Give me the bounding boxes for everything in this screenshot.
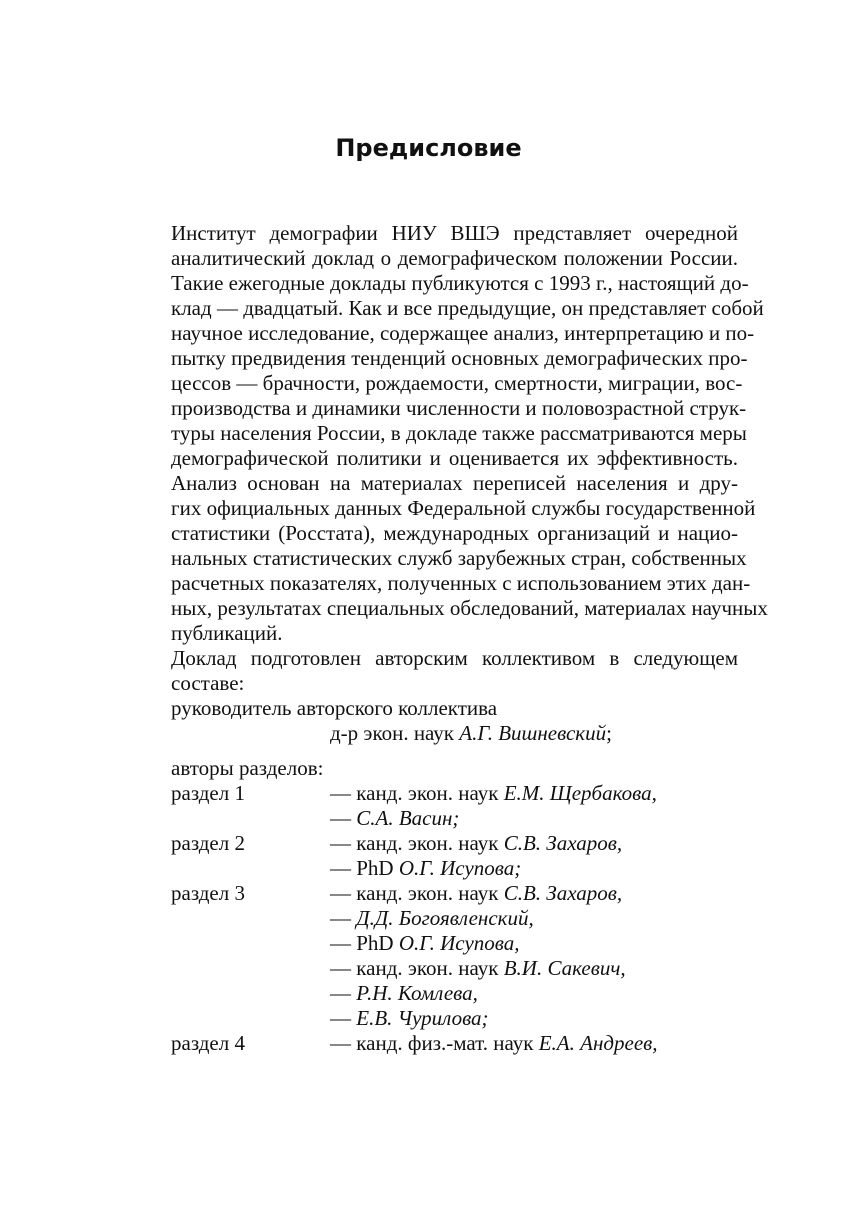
author-entry [330,981,478,1006]
author-degree: — канд. экон. наук [330,831,504,855]
author-entry [330,906,534,931]
leader-label-row [117,696,738,721]
author-entry [330,806,459,831]
author-row [117,906,738,931]
author-degree: — PhD [330,856,399,880]
leader-name: А.Г. Вишневский [459,721,607,745]
author-name: Д.Д. Богоявленский, [356,906,534,930]
paragraph-team [117,646,738,696]
text-line: Такие ежегодные доклады публикуются с 1993 г., настоящий до- [171,271,749,295]
text-line: Доклад подготовлен авторским коллективом в следующем [171,646,738,670]
author-degree: — [330,806,357,830]
author-row [117,1031,738,1056]
author-entry [330,856,521,881]
author-name: С.А. Васин; [356,806,460,830]
section-label: раздел 4 [171,1031,245,1055]
author-row [117,806,738,831]
author-degree: — [330,906,357,930]
author-degree: — канд. экон. наук [330,956,504,980]
leader-entry [330,721,612,746]
text-line: производства и динамики численности и половозрастной струк- [171,396,747,420]
author-entry [330,781,657,806]
author-row [117,831,738,856]
text-line: гих официальных данных Федеральной службы государственной [171,496,756,520]
authors-label: авторы разделов: [171,756,324,780]
author-name: С.В. Захаров, [503,881,623,905]
section-label: раздел 2 [171,831,245,855]
author-entry [330,881,622,906]
text-line: расчетных показателях, полученных с использованием этих дан- [171,571,751,595]
leader-name-row [117,721,738,746]
author-row [117,931,738,956]
text-line: статистики (Росстата), международных организаций и нацио- [171,521,738,545]
text-line: научное исследование, содержащее анализ, интерпретацию и по- [171,321,755,345]
text-line: цессов — брачности, рождаемости, смертности, миграции, вос- [171,371,743,395]
author-name: О.Г. Исупова; [398,856,522,880]
text-line: аналитический доклад о демографическом положении России. [171,246,738,270]
author-name: О.Г. Исупова, [398,931,520,955]
text-line: клад — двадцатый. Как и все предыдущие, он представляет собой [171,296,764,320]
author-row [117,1006,738,1031]
author-degree: — канд. экон. наук [330,781,504,805]
author-entry [330,831,622,856]
author-entry [330,1031,658,1056]
author-name: С.В. Захаров, [503,831,623,855]
document-body [117,221,768,1056]
author-degree: — канд. физ.-мат. наук [330,1031,539,1055]
text-line: Институт демографии НИУ ВШЭ представляет очередной [171,221,738,245]
author-entry [330,1006,489,1031]
text-line: Анализ основан на материалах переписей населения и дру- [171,471,738,495]
text-line: составе: [171,671,245,695]
author-degree: — [330,981,357,1005]
paragraph-sources [117,471,768,646]
authors-label-row [117,756,738,781]
author-row [117,956,738,981]
author-degree: — PhD [330,931,399,955]
page-title: Предисловие [335,134,522,162]
author-row [117,981,738,1006]
author-name: В.И. Сакевич, [503,956,626,980]
author-entry [330,956,626,981]
text-line: публикаций. [171,621,283,645]
leader-degree: д-р экон. наук [330,721,460,745]
section-label: раздел 1 [171,781,245,805]
text-line: пытку предвидения тенденций основных демографических про- [171,346,748,370]
author-name: Е.А. Андреев, [538,1031,658,1055]
text-line: ных, результатах специальных обследований, материалах научных [171,596,768,620]
paragraph-intro [117,221,764,471]
text-line: туры населения России, в докладе также рассматриваются меры [171,421,747,445]
author-row [117,781,738,806]
text-line: нальных статистических служб зарубежных стран, собственных [171,546,747,570]
section-label: раздел 3 [171,881,245,905]
leader-punct: ; [606,721,612,745]
author-name: Р.Н. Комлева, [356,981,478,1005]
author-degree: — [330,1006,357,1030]
text-line: демографической политики и оценивается их эффективность. [171,446,738,470]
author-row [117,881,738,906]
author-entry [330,931,520,956]
author-row [117,856,738,881]
author-name: Е.В. Чурилова; [356,1006,489,1030]
leader-label: руководитель авторского коллектива [171,696,498,720]
author-name: Е.М. Щербакова, [503,781,657,805]
author-degree: — канд. экон. наук [330,881,504,905]
